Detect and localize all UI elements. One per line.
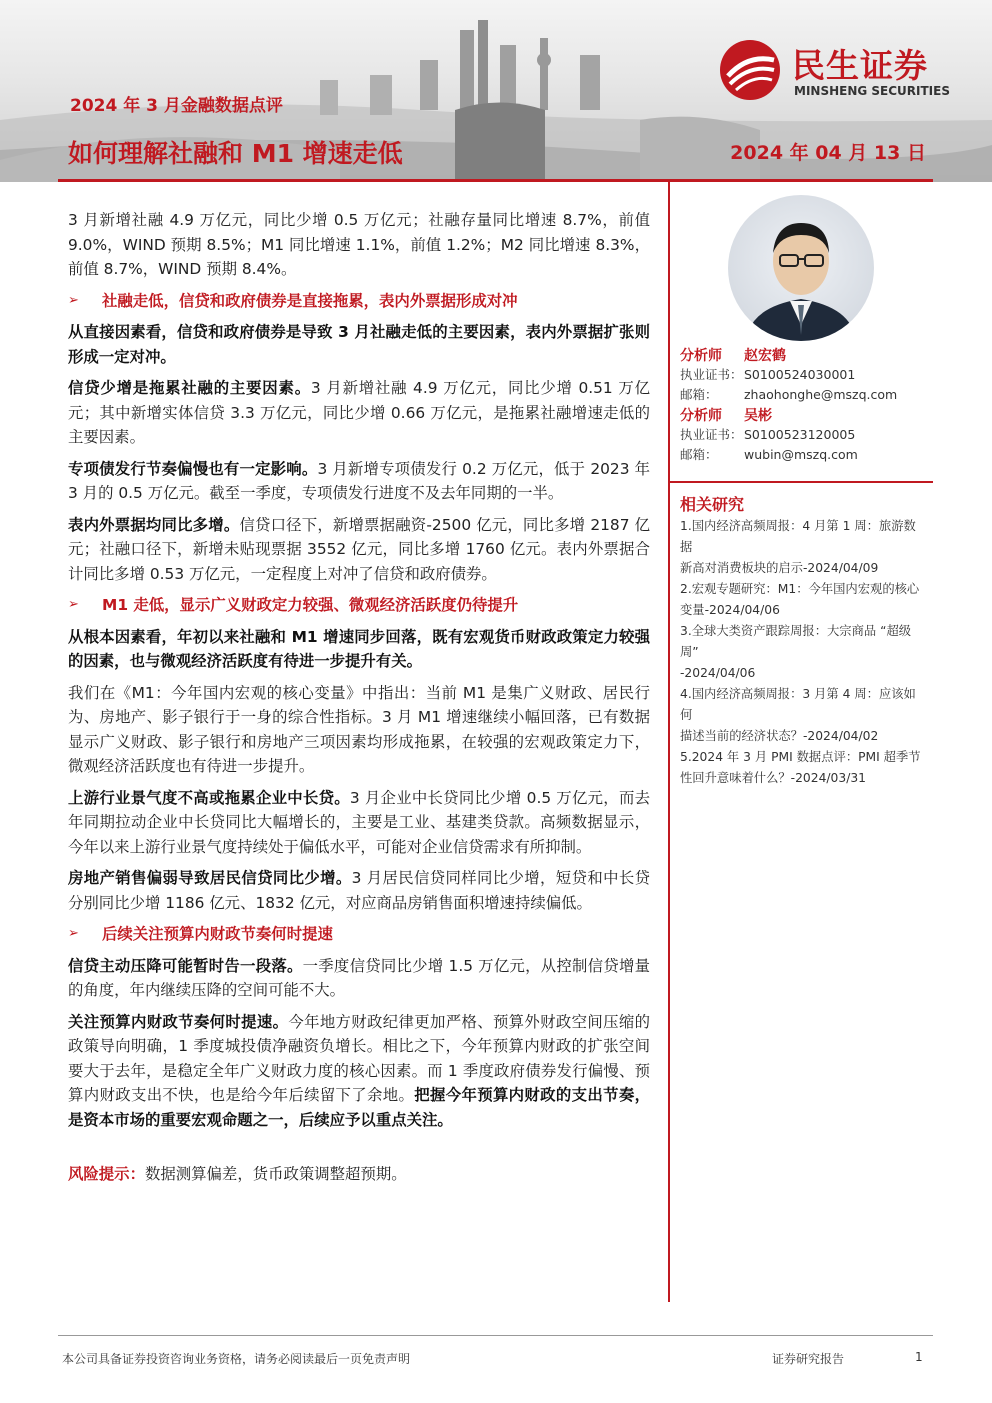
related-research-list: [680, 516, 928, 789]
bold-lead: 关注预算内财政节奏何时提速。: [68, 1012, 289, 1031]
paragraph: [68, 954, 650, 1003]
paragraph-text: 一季度信贷同比少增 1.5 万亿元，从控制信贷增量的角度，年内继续压降的空间可能不大。: [68, 956, 650, 999]
paragraph: [68, 457, 650, 506]
related-item[interactable]: -2024/04/06: [680, 666, 756, 680]
bold-lead: 从直接因素看，信贷和政府债券是导致 3 月社融走低的主要因素，表内外票据扩张则形成一定对冲。: [68, 323, 650, 366]
chevron-right-icon: ➢: [68, 597, 79, 612]
related-item[interactable]: 5.2024 年 3 月 PMI 数据点评：PMI 超季节: [680, 750, 921, 764]
footer-divider: [58, 1335, 933, 1336]
header-divider: [58, 179, 933, 182]
bold-conclusion: 把握今年预算内财政的支出节奏，是资本市场的重要宏观命题之一，后续应予以重点关注。: [68, 1086, 650, 1129]
section-heading-3: [68, 922, 650, 947]
related-research-title: 相关研究: [680, 495, 745, 514]
analyst-header: [680, 345, 935, 365]
report-date: 2024 年 04 月 13 日: [730, 142, 926, 164]
related-divider: [668, 481, 933, 483]
analyst-photo: [728, 195, 874, 341]
bold-lead: 房地产销售偏弱导致居民信贷同比少增。: [68, 869, 352, 887]
risk-label: 风险提示：: [68, 1165, 145, 1183]
analyst-name: 吴彬: [744, 408, 772, 424]
brand-logo: [718, 38, 968, 100]
section-heading-text: 后续关注预算内财政节奏何时提速: [102, 925, 333, 943]
intro-paragraph: 3 月新增社融 4.9 万亿元，同比少增 0.5 万亿元；社融存量同比增速 8.7%，前值 9.0%，WIND 预期 8.5%；M1 同比增速 1.1%，前值 1.2%；M2 同比增速 8.3%，前值 8.7%，WIND 预期 8.4%。: [68, 211, 650, 278]
page-number: 1: [915, 1350, 923, 1364]
related-item[interactable]: 描述当前的经济状态？-2024/04/02: [680, 729, 879, 743]
paragraph-text: 3 月企业中长贷同比少增 0.5 万亿元，而去年同期拉动企业中长贷同比大幅增长的，主要是工业、基建类贷款。高频数据显示，今年以来上游行业景气度持续处于偏低水平，可能对企业信贷需求有所抑制。: [68, 788, 650, 856]
analyst-cert: 执业证书：S0100524030001: [680, 367, 856, 382]
analyst-block-1: [680, 345, 935, 405]
chevron-right-icon: ➢: [68, 926, 79, 941]
paragraph-text: 3 月新增社融 4.9 万亿元，同比少增 0.51 万亿元；其中新增实体信贷 3.3 万亿元，同比少增 0.66 万亿元，是拖累社融增速走低的主要因素。: [68, 379, 650, 446]
related-item[interactable]: 1.国内经济高频周报：4 月第 1 周：旅游数据: [680, 519, 916, 554]
section-heading-1: [68, 289, 650, 314]
section-heading-text: M1 走低，显示广义财政定力较强、微观经济活跃度仍待提升: [102, 596, 519, 614]
bold-lead: 信贷少增是拖累社融的主要因素。: [68, 379, 311, 397]
section-heading-2: [68, 593, 650, 618]
header-banner: [0, 0, 992, 182]
minsheng-logo-icon: [718, 38, 782, 102]
analyst-role: 分析师: [680, 408, 722, 424]
bold-lead: 上游行业景气度不高或拖累企业中长贷。: [68, 788, 350, 807]
paragraph: [68, 513, 650, 587]
analyst-email: 邮箱： zhaohonghe@mszq.com: [680, 387, 898, 402]
logo-english-text: MINSHENG SECURITIES: [794, 84, 950, 98]
email-link[interactable]: zhaohonghe@mszq.com: [744, 387, 898, 402]
related-item[interactable]: 性回升意味着什么？-2024/03/31: [680, 771, 866, 785]
bold-lead: 专项债发行节奏偏慢也有一定影响。: [68, 459, 318, 478]
report-title: 如何理解社融和 M1 增速走低: [68, 139, 403, 168]
analyst-cert: 执业证书：S0100523120005: [680, 427, 856, 442]
related-item[interactable]: 4.国内经济高频周报：3 月第 4 周：应该如何: [680, 687, 916, 722]
paragraph: [68, 1010, 650, 1133]
related-item[interactable]: 变量-2024/04/06: [680, 603, 780, 617]
paragraph: [68, 376, 650, 450]
paragraph-text: 3 月新增专项债发行 0.2 万亿元，低于 2023 年 3 月的 0.5 万亿元。截至一季度，专项债发行进度不及去年同期的一半。: [68, 459, 650, 502]
paragraph: [68, 786, 650, 860]
related-item[interactable]: 2.宏观专题研究：M1：今年国内宏观的核心: [680, 582, 920, 596]
related-item[interactable]: 3.全球大类资产跟踪周报：大宗商品 “超级周”: [680, 624, 912, 659]
column-divider: [668, 182, 670, 1302]
paragraph-text: 信贷口径下，新增票据融资-2500 亿元，同比多增 2187 亿元；社融口径下，新增未贴现票据 3552 亿元，同比多增 1760 亿元。表内外票据合计同比多增 0.53 万亿元，一定程度上对冲了信贷和政府债券。: [68, 515, 650, 583]
section-heading-text: 社融走低，信贷和政府债券是直接拖累，表内外票据形成对冲: [102, 291, 518, 310]
analyst-role: 分析师: [680, 348, 722, 364]
bold-lead: 从根本因素看，年初以来社融和 M1 增速同步回落，既有宏观货币财政政策定力较强的因素，也与微观经济活跃度有待进一步提升有关。: [68, 627, 650, 670]
logo-chinese-text: 民生证券: [792, 46, 928, 85]
paragraph: [68, 320, 650, 369]
footer-disclaimer: 本公司具备证券投资咨询业务资格，请务必阅读最后一页免责声明: [62, 1352, 411, 1366]
footer-report-type: 证券研究报告: [772, 1352, 845, 1366]
chevron-right-icon: ➢: [68, 292, 79, 308]
risk-warning: [68, 1162, 650, 1187]
paragraph: [68, 866, 650, 915]
related-item[interactable]: 新高对消费板块的启示-2024/04/09: [680, 561, 879, 575]
analyst-name: 赵宏鹤: [744, 348, 786, 364]
risk-text: 数据测算偏差，货币政策调整超预期。: [144, 1165, 407, 1183]
paragraph: [68, 625, 650, 674]
paragraph: 我们在《M1：今年国内宏观的核心变量》中指出：当前 M1 是集广义财政、居民行为、房地产、影子银行于一身的综合性指标。3 月 M1 增速继续小幅回落，已有数据显示广义财政、影子银行和房地产三项因素均形成拖累，在较强的宏观政策定力下，微观经济活跃度也有待进一步提升。: [68, 683, 650, 775]
main-column: [68, 208, 650, 1194]
analyst-header: [680, 405, 935, 425]
report-subtitle: 2024 年 3 月金融数据点评: [70, 96, 283, 116]
paragraph-text: 3 月居民信贷同样同比少增，短贷和中长贷分别同比少增 1186 亿元、1832 亿元，对应商品房销售面积增速持续偏低。: [68, 869, 650, 912]
email-link[interactable]: wubin@mszq.com: [744, 447, 858, 462]
analyst-block-2: [680, 405, 935, 465]
bold-lead: 表内外票据均同比多增。: [68, 515, 240, 534]
paragraph-text: 今年地方财政纪律更加严格、预算外财政空间压缩的政策导向明确，1 季度城投债净融资负增长。相比之下，今年预算内财政的扩张空间要大于去年，是稳定全年广义财政力度的核心因素。而 1 季度政府债券发行偏慢、预算内财政支出不快，也是给今年后续留下了余地。: [68, 1012, 650, 1104]
analyst-email: 邮箱： wubin@mszq.com: [680, 447, 858, 462]
bold-lead: 信贷主动压降可能暂时告一段落。: [68, 956, 303, 975]
